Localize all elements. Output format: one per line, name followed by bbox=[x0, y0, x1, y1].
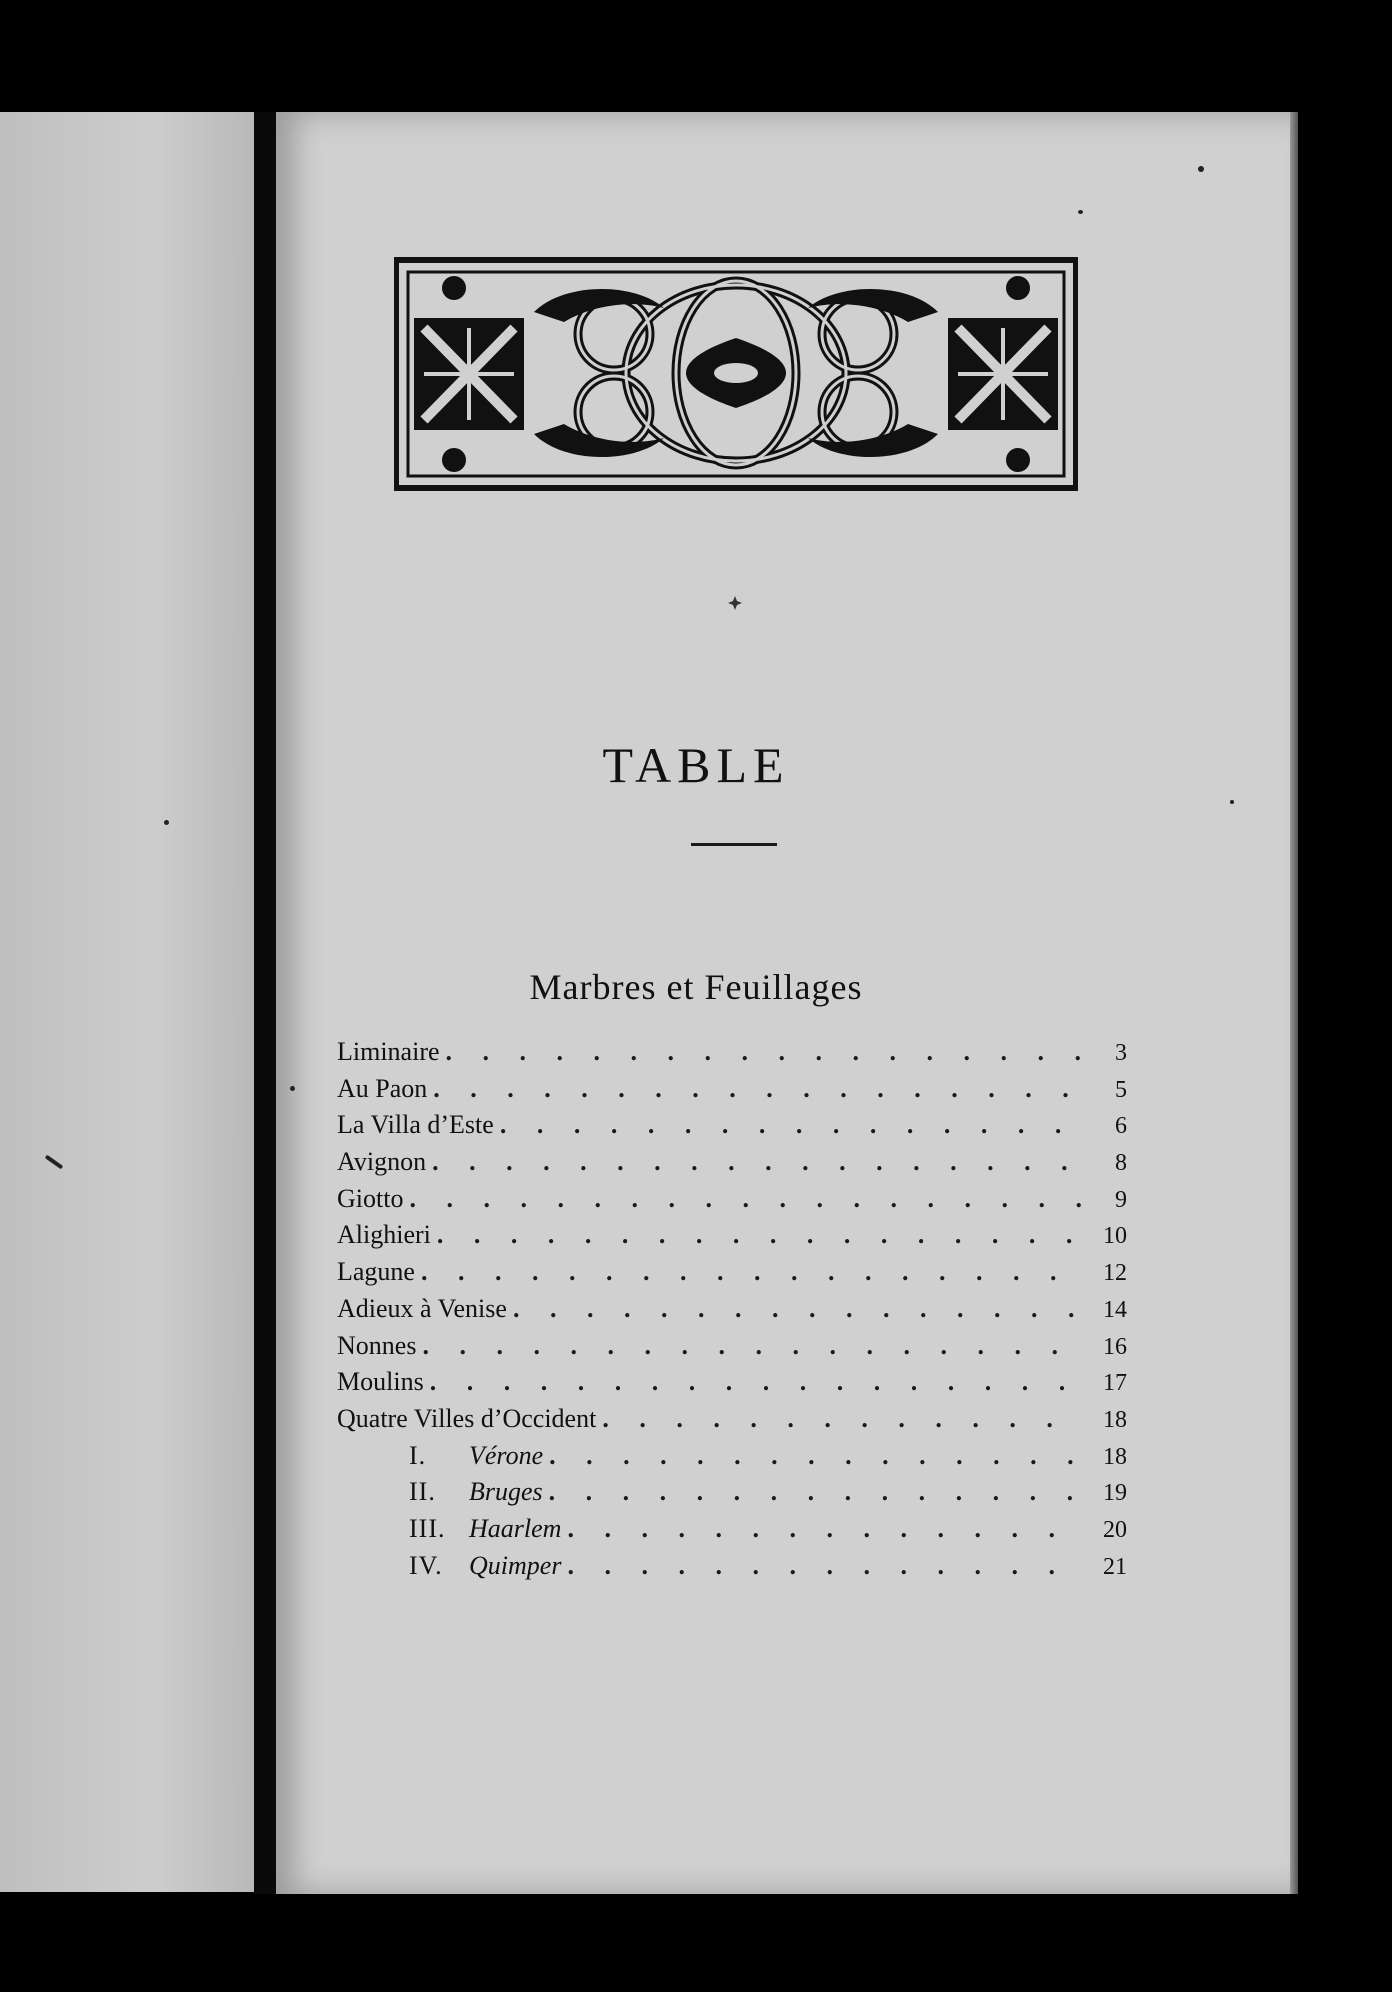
toc-entry-label: Quatre Villes d’Occident bbox=[337, 1403, 597, 1433]
toc-entry-label: La Villa d’Este bbox=[337, 1110, 494, 1140]
toc-entry-label: Alighieri bbox=[337, 1220, 431, 1250]
dot-leader bbox=[446, 1034, 1083, 1070]
toc-entry-label: Liminaire bbox=[337, 1037, 440, 1066]
toc-roman-numeral: II. bbox=[409, 1477, 436, 1507]
toc-page-number: 8 bbox=[1115, 1150, 1127, 1177]
toc-page-number: 20 bbox=[1103, 1516, 1127, 1543]
dot-leader bbox=[437, 1217, 1083, 1253]
toc-entry bbox=[337, 1107, 1127, 1144]
toc-page-number: 18 bbox=[1103, 1443, 1127, 1470]
dust-speck bbox=[1078, 210, 1083, 214]
dust-speck bbox=[290, 1086, 295, 1091]
toc-page-number: 14 bbox=[1103, 1296, 1127, 1323]
toc-entry bbox=[337, 1401, 1127, 1438]
toc-page-number: 10 bbox=[1103, 1223, 1127, 1250]
toc-page-number: 18 bbox=[1103, 1406, 1127, 1433]
toc-page-number: 21 bbox=[1103, 1553, 1127, 1580]
dot-leader bbox=[567, 1511, 1083, 1547]
section-heading: Marbres et Feuillages bbox=[529, 967, 863, 1007]
toc-entry bbox=[337, 1217, 1127, 1254]
page-title: TABLE bbox=[602, 737, 790, 793]
dot-leader bbox=[409, 1181, 1083, 1217]
toc-entry bbox=[337, 1071, 1127, 1108]
toc-sub-entry bbox=[337, 1474, 1127, 1511]
table-of-contents bbox=[337, 1034, 1127, 1584]
dust-speck bbox=[164, 820, 169, 825]
toc-sub-entry bbox=[337, 1438, 1127, 1475]
toc-entry bbox=[337, 1328, 1127, 1365]
toc-entry bbox=[337, 1364, 1127, 1401]
toc-page-number: 17 bbox=[1103, 1370, 1127, 1397]
toc-sub-entry-label bbox=[337, 1438, 543, 1474]
toc-entry bbox=[337, 1181, 1127, 1218]
toc-page-number: 16 bbox=[1103, 1333, 1127, 1360]
toc-entry-label: Avignon bbox=[337, 1147, 427, 1177]
toc-sub-entry-label bbox=[337, 1474, 543, 1510]
dot-leader bbox=[421, 1254, 1083, 1290]
toc-entry bbox=[337, 1254, 1127, 1291]
ornament-headpiece bbox=[394, 252, 1078, 494]
dot-leader bbox=[422, 1328, 1083, 1364]
toc-sub-entry bbox=[337, 1511, 1127, 1548]
dot-leader bbox=[430, 1364, 1083, 1400]
toc-page-number: 9 bbox=[1115, 1186, 1127, 1213]
toc-roman-numeral: III. bbox=[409, 1513, 446, 1543]
toc-page-number: 3 bbox=[1115, 1040, 1127, 1066]
toc-page-number: 5 bbox=[1115, 1076, 1127, 1103]
toc-entry-label: Nonnes bbox=[337, 1330, 417, 1360]
dot-leader bbox=[549, 1474, 1083, 1510]
toc-sub-entry-name: Bruges bbox=[469, 1477, 543, 1507]
toc-entry-label: Moulins bbox=[337, 1367, 424, 1397]
dot-leader bbox=[549, 1438, 1083, 1474]
toc-sub-entry-label bbox=[337, 1511, 561, 1547]
dot-leader bbox=[513, 1291, 1083, 1327]
toc-page-number: 6 bbox=[1115, 1113, 1127, 1140]
toc-entry-label: Lagune bbox=[337, 1257, 415, 1287]
toc-sub-entry-name: Quimper bbox=[469, 1550, 562, 1580]
toc-roman-numeral: IV. bbox=[409, 1550, 443, 1580]
toc-entry bbox=[337, 1144, 1127, 1181]
toc-roman-numeral: I. bbox=[409, 1440, 427, 1470]
toc-page-number: 19 bbox=[1103, 1480, 1127, 1507]
toc-entry-label: Au Paon bbox=[337, 1073, 428, 1103]
dust-speck bbox=[1230, 800, 1234, 804]
dust-speck bbox=[1198, 166, 1204, 172]
dot-leader bbox=[602, 1401, 1083, 1437]
toc-entry-label: Giotto bbox=[337, 1183, 404, 1213]
dot-leader bbox=[432, 1144, 1083, 1180]
toc-page-number: 12 bbox=[1103, 1260, 1127, 1287]
title-rule bbox=[691, 843, 777, 846]
toc-sub-entry-name: Vérone bbox=[469, 1440, 544, 1470]
asterism-ornament bbox=[728, 596, 742, 610]
toc-sub-entry bbox=[337, 1548, 1127, 1585]
dot-leader bbox=[433, 1071, 1083, 1107]
toc-entry bbox=[337, 1291, 1127, 1328]
toc-entry-label: Adieux à Venise bbox=[337, 1293, 507, 1323]
dot-leader bbox=[567, 1548, 1083, 1584]
dot-leader bbox=[500, 1107, 1083, 1143]
toc-entry bbox=[337, 1034, 1127, 1071]
toc-sub-entry-name: Haarlem bbox=[469, 1513, 562, 1543]
toc-sub-entry-label bbox=[337, 1548, 561, 1584]
